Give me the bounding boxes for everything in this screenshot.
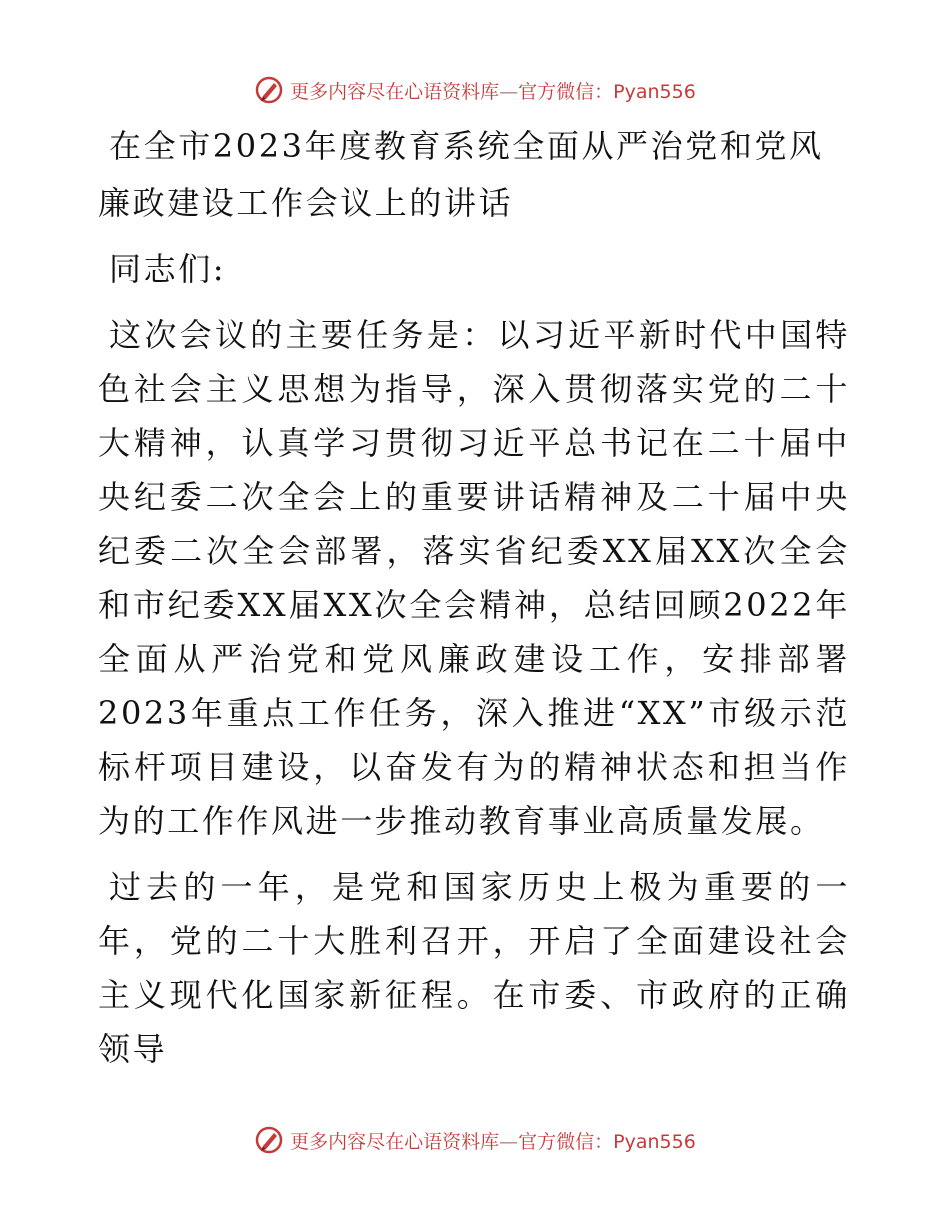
- pen-logo-icon: [254, 1125, 284, 1155]
- paragraph: 这次会议的主要任务是：以习近平新时代中国特色社会主义思想为指导，深入贯彻落实党的二十大精神，认真学习贯彻习近平总书记在二十届中央纪委二次全会上的重要讲话精神及二十届中央纪委二次全会部署，落实省纪委XX届XX次全会和市纪委XX届XX次全会精神，总结回顾2022年全面从严治党和党风廉政建设工作，安排部署2023年重点工作任务，深入推进“XX”市级示范标杆项目建设，以奋发有为的精神状态和担当作为的工作作风进一步推动教育事业高质量发展。: [98, 316, 850, 840]
- document-body: [98, 118, 850, 1076]
- greeting: 同志们:: [109, 250, 227, 288]
- paragraph: 过去的一年，是党和国家历史上极为重要的一年，党的二十大胜利召开，开启了全面建设社会主义现代化国家新征程。在市委、市政府的正确领导: [98, 868, 850, 1068]
- footer-banner-text: 更多内容尽在心语资料库—官方微信：Pyan556: [290, 1130, 696, 1153]
- header-watermark-banner: [0, 70, 950, 110]
- footer-watermark-banner: [0, 1120, 950, 1160]
- document-title: 在全市2023年度教育系统全面从严治党和党风廉政建设工作会议上的讲话: [98, 127, 824, 222]
- pen-logo-icon: [254, 75, 284, 105]
- header-banner-text: 更多内容尽在心语资料库—官方微信：Pyan556: [290, 80, 696, 103]
